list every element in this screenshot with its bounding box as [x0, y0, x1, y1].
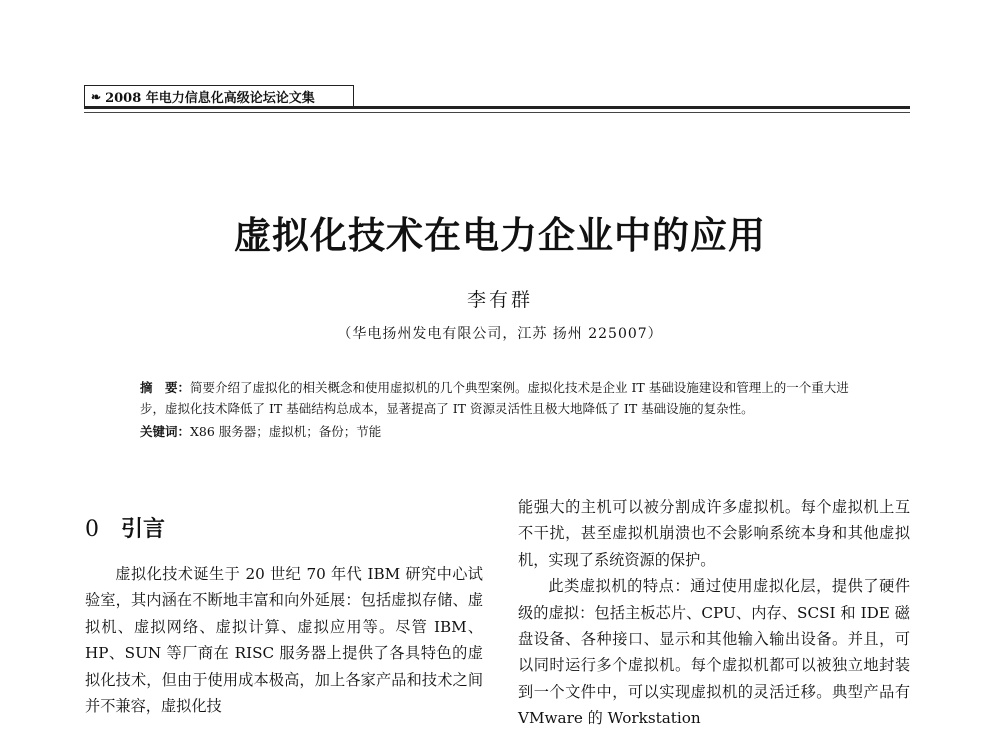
section-heading	[85, 512, 165, 543]
paper-affiliation: （华电扬州发电有限公司，江苏 扬州 225007）	[337, 326, 663, 342]
keywords-text: X86 服务器；虚拟机；备份；节能	[190, 424, 382, 439]
keywords-paragraph	[140, 421, 870, 442]
swirl-logo-icon: ❧	[91, 89, 102, 104]
left-paragraph-1: 虚拟化技术诞生于 20 世纪 70 年代 IBM 研究中心试验室，其内涵在不断地丰富和向外延展：包括虚拟存储、虚拟机、虚拟网络、虚拟计算、虚拟应用等。尽管 IBM、HP、SUN 等厂商在 RISC 服务器上提供了各具特色的虚拟化技术，但由于使用成本极高，加上各家产品和技术之间并不兼容，虚拟化技	[85, 565, 483, 716]
section-number: 0	[85, 517, 99, 542]
header-rule-thick	[84, 106, 910, 109]
abstract-block	[140, 377, 870, 442]
keywords-label: 关键词：	[140, 424, 191, 439]
section-title: 引言	[121, 517, 166, 542]
header-rule-thin	[84, 112, 910, 113]
abstract-paragraph	[140, 377, 870, 419]
running-header-text: 2008 年电力信息化高级论坛论文集	[105, 91, 315, 106]
abstract-text: 简要介绍了虚拟化的相关概念和使用虚拟机的几个典型案例。虚拟化技术是企业 IT 基础设施建设和管理上的一个重大进步，虚拟化技术降低了 IT 基础结构总成本，显著提高了 IT 资源灵活性且极大地降低了 IT 基础设施的复杂性。	[140, 380, 849, 416]
right-paragraph-1: 能强大的主机可以被分割成许多虚拟机。每个虚拟机上互不干扰，甚至虚拟机崩溃也不会影响系统本身和其他虚拟机，实现了系统资源的保护。	[518, 498, 910, 569]
paper-author: 李有群	[466, 289, 533, 311]
right-column	[518, 494, 910, 732]
abstract-label: 摘 要：	[140, 380, 191, 395]
right-paragraph-2: 此类虚拟机的特点：通过使用虚拟化层，提供了硬件级的虚拟：包括主板芯片、CPU、内存、SCSI 和 IDE 磁盘设备、各种接口、显示和其他输入输出设备。并且，可以同时运行多个虚拟机。每个虚拟机都可以被独立地封装到一个文件中，可以实现虚拟机的灵活迁移。典型产品有 VMware 的 Workstation	[518, 577, 910, 728]
paper-title: 虚拟化技术在电力企业中的应用	[234, 214, 766, 257]
running-header	[84, 85, 354, 107]
left-column	[85, 561, 483, 719]
